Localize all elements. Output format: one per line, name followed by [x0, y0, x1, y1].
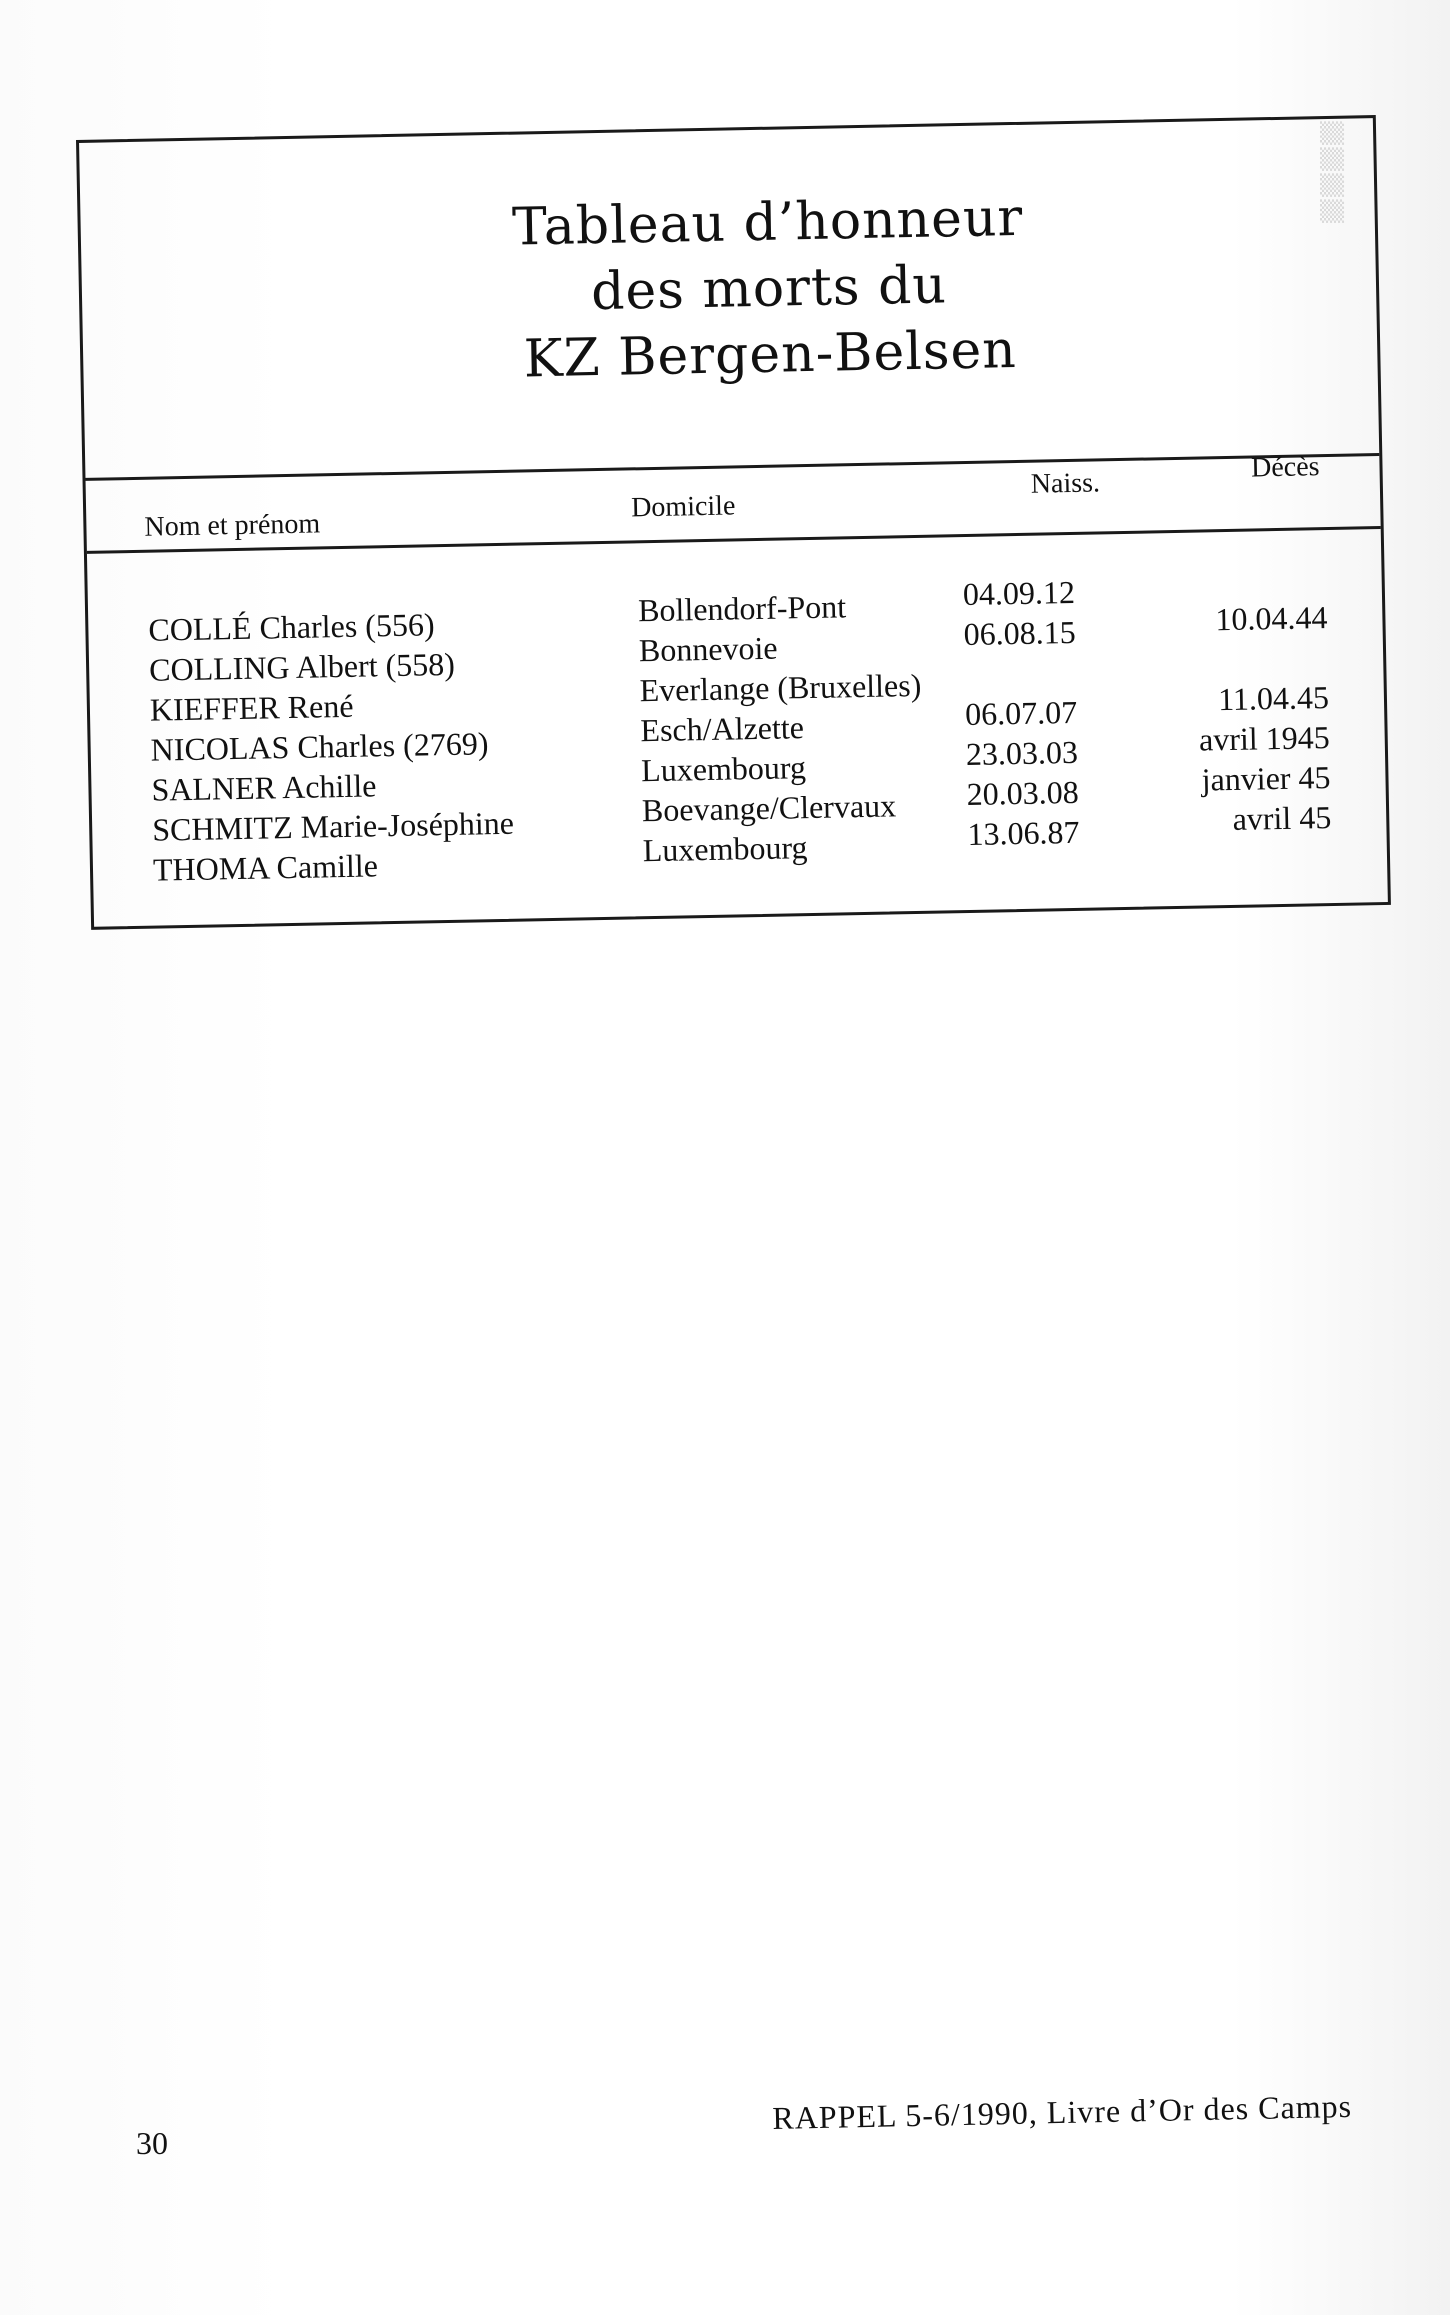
table-row-name: SCHMITZ Marie-Joséphine — [151, 804, 515, 848]
table-row-name: COLLÉ Charles (556) — [148, 606, 435, 648]
column-header-birth: Naiss. — [1030, 467, 1101, 500]
table-row-domicile: Bollendorf-Pont — [637, 588, 847, 629]
table-row-birth: 04.09.12 — [962, 573, 1076, 613]
table-row-name: COLLING Albert (558) — [148, 645, 456, 688]
table-row-death: avril 1945 — [1198, 719, 1331, 758]
table-row-domicile: Bonnevoie — [638, 629, 778, 669]
table-row-domicile: Boevange/Clervaux — [641, 787, 897, 829]
table-row-name: KIEFFER René — [149, 687, 354, 728]
table-row-birth: 06.07.07 — [964, 693, 1078, 733]
bleed-through-text: ▒▒ ▒▒ ▒▒ ▒▒ — [1320, 121, 1345, 223]
table-row-death: janvier 45 — [1201, 759, 1331, 798]
table-row-birth: 13.06.87 — [967, 813, 1080, 853]
table-row-death: avril 45 — [1232, 799, 1332, 837]
table-row-birth: 20.03.08 — [966, 773, 1080, 813]
table-row-domicile: Luxembourg — [640, 749, 807, 789]
table-row-birth: 23.03.03 — [965, 733, 1079, 773]
page-number: 30 — [136, 2125, 168, 2161]
column-header-domicile: Domicile — [630, 490, 736, 524]
column-header-name: Nom et prénom — [144, 508, 321, 543]
table-row-domicile: Luxembourg — [642, 829, 808, 869]
title-line-1: Tableau d’honneur — [511, 187, 1024, 258]
table-row-domicile: Esch/Alzette — [640, 709, 805, 749]
table-row-birth: 06.08.15 — [963, 613, 1076, 653]
table-row-death: 10.04.44 — [1215, 599, 1328, 638]
title-line-3: KZ Bergen-Belsen — [523, 319, 1018, 390]
table-title — [79, 118, 1379, 478]
footer-source: RAPPEL 5-6/1990, Livre d’Or des Camps — [772, 2087, 1353, 2136]
table-row-name: THOMA Camille — [152, 847, 379, 888]
table-body — [88, 558, 1382, 888]
table-row-domicile: Everlange (Bruxelles) — [639, 666, 922, 709]
table-row-name: NICOLAS Charles (2769) — [150, 725, 489, 768]
table-row-name: SALNER Achille — [151, 767, 377, 808]
column-header-death: Décès — [1250, 451, 1320, 484]
honor-table-box — [76, 115, 1391, 930]
table-row-death: 11.04.45 — [1217, 679, 1330, 718]
title-line-2: des morts du — [590, 255, 948, 323]
